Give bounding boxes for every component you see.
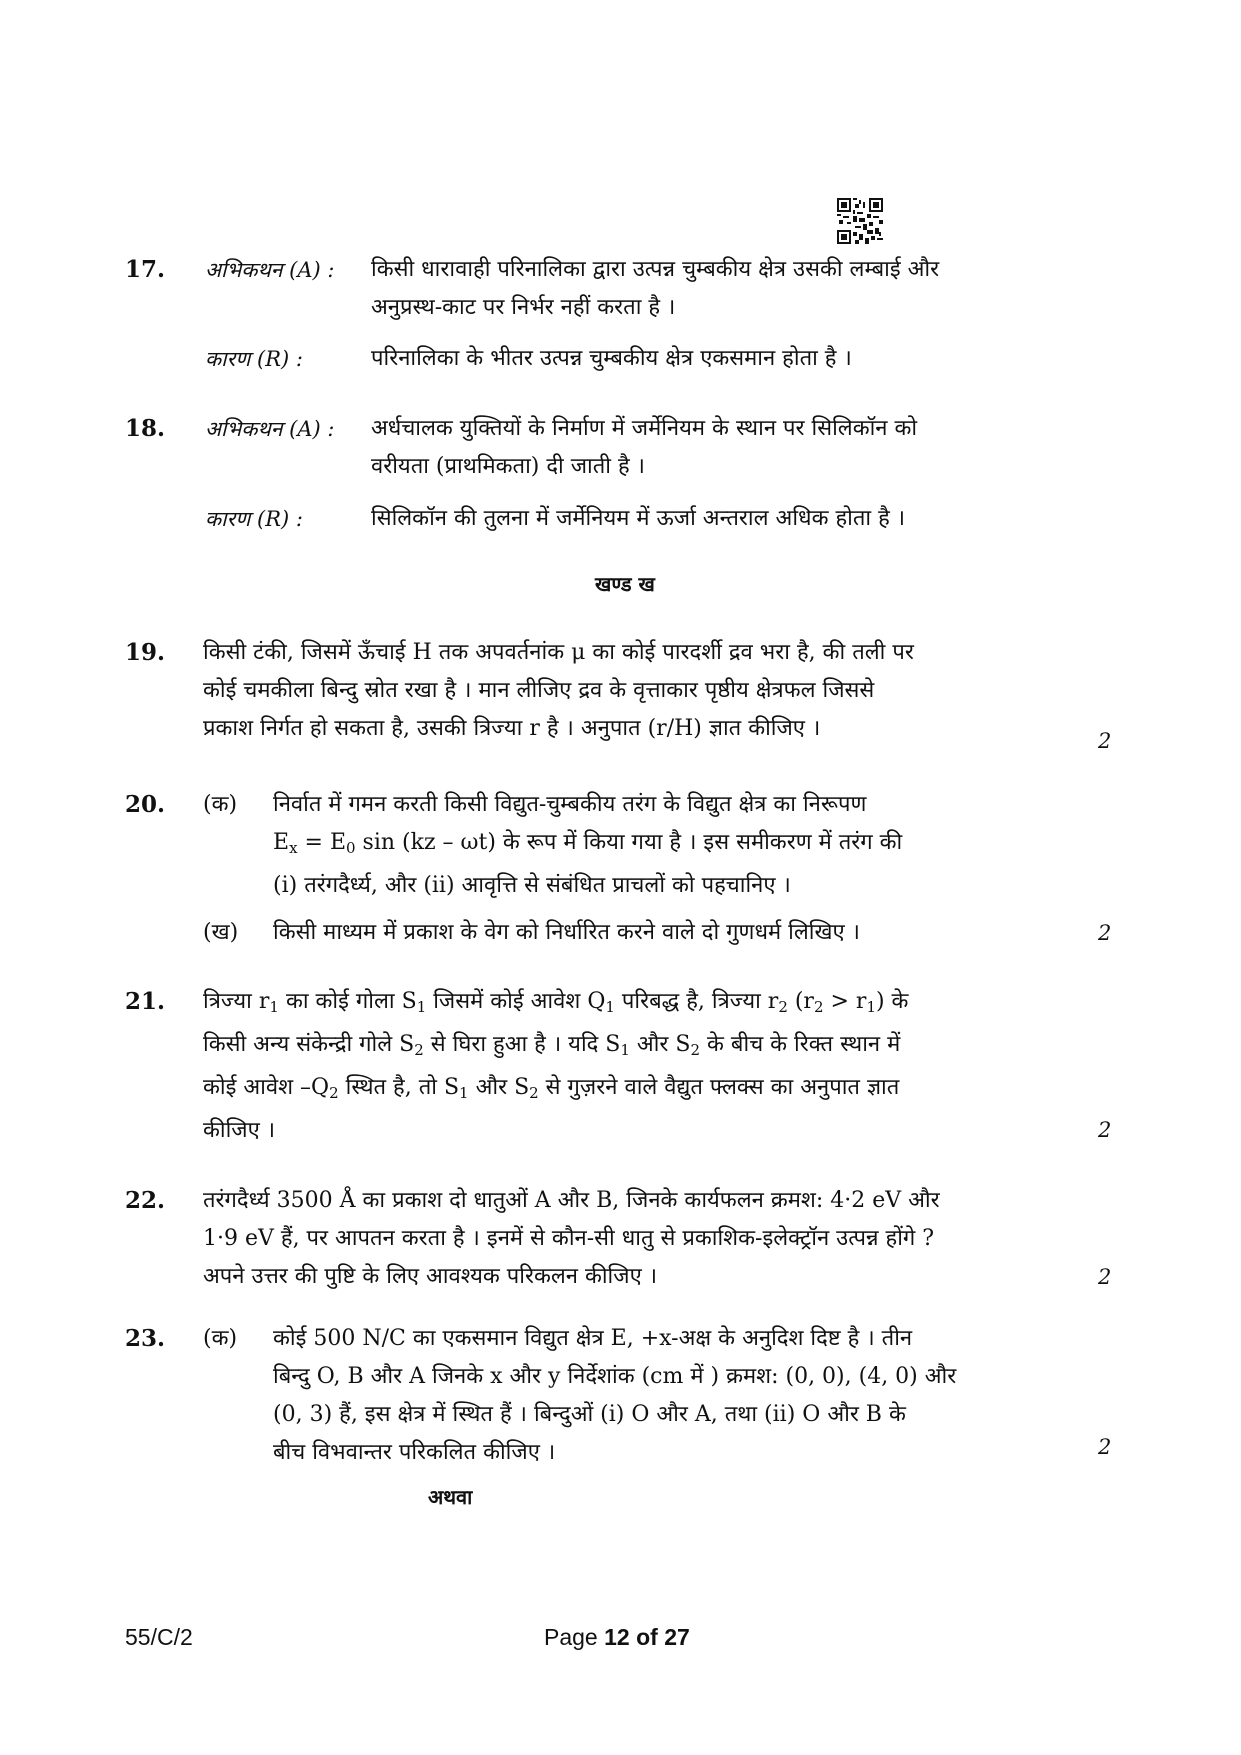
section-title: खण्ड ख <box>595 572 655 596</box>
reason-label-18: कारण (R) : <box>205 507 303 531</box>
q21l1-p3: जिसमें कोई आवेश Q <box>426 989 606 1014</box>
q20a-e: E <box>273 830 290 855</box>
assertion-text-17 <box>371 251 1059 327</box>
q21l2-p1: किसी अन्य संकेन्द्री गोले S <box>203 1032 415 1057</box>
reason-18-line: सिलिकॉन की तुलना में जर्मेनियम में ऊर्जा अन्तराल अधिक होता है । <box>371 506 906 531</box>
q19-line-2: कोई चमकीला बिन्दु स्रोत रखा है । मान लीजिए द्रव के वृत्ताकार पृष्ठीय क्षेत्रफल जिससे <box>203 678 875 703</box>
q20-part-a-text <box>273 786 902 905</box>
q21l3-p2: स्थित है, तो S <box>338 1075 460 1100</box>
q23-line-3: (0, 3) हैं, इस क्षेत्र में स्थित हैं । बिन्दुओं (i) O और A, तथा (ii) O और B के <box>273 1402 906 1427</box>
question-number-20: 20. <box>125 791 166 818</box>
page-number: 12 <box>604 1624 630 1650</box>
q21-line-4: कीजिए । <box>203 1118 276 1143</box>
q20b-line: किसी माध्यम में प्रकाश के वेग को निर्धारित करने वाले दो गुणधर्म लिखिए । <box>273 920 860 945</box>
q21l1-p6: > r <box>823 989 867 1014</box>
q21l1-p4: परिबद्ध है, त्रिज्या r <box>614 989 779 1014</box>
q21l1-s5: 2 <box>813 998 824 1016</box>
q21l1-s6: 1 <box>866 998 876 1016</box>
q21l1-s3: 1 <box>605 998 615 1016</box>
q20a-rest: sin (kz – ωt) के रूप में किया गया है । इस समीकरण में तरंग की <box>355 830 903 855</box>
q20a-line-2 <box>273 824 902 867</box>
reason-label-17: कारण (R) : <box>205 347 303 371</box>
q22-marks: 2 <box>1098 1265 1112 1289</box>
q19-line-1: किसी टंकी, जिसमें ऊँचाई H तक अपवर्तनांक μ का कोई पारदर्शी द्रव भरा है, की तली पर <box>203 640 914 665</box>
page-of: of <box>636 1624 658 1650</box>
q23-line-4: बीच विभवान्तर परिकलित कीजिए । <box>273 1440 556 1465</box>
assertion-label-18: अभिकथन (A) : <box>205 417 335 441</box>
question-19-text <box>203 634 914 748</box>
q21l2-s3: 2 <box>690 1041 701 1059</box>
q21-line-2 <box>203 1026 908 1069</box>
or-divider: अथवा <box>428 1485 473 1509</box>
assertion-18-line-1: अर्धचालक युक्तियों के निर्माण में जर्मेनियम के स्थान पर सिलिकॉन को <box>371 416 918 441</box>
question-22-text <box>203 1182 940 1296</box>
assertion-text-18 <box>371 410 1059 486</box>
page-indicator <box>544 1623 690 1651</box>
q21l2-s2: 1 <box>620 1041 630 1059</box>
q20a-e-sub: x <box>289 839 298 857</box>
paper-code: 55/C/2 <box>125 1624 193 1650</box>
q19-marks: 2 <box>1098 729 1112 753</box>
q21l2-s1: 2 <box>414 1041 424 1059</box>
q19-line-3: प्रकाश निर्गत हो सकता है, उसकी त्रिज्या r है । अनुपात (r/H) ज्ञात कीजिए । <box>203 716 821 741</box>
q21l3-s3: 2 <box>529 1084 539 1102</box>
q21l1-s2: 1 <box>416 998 427 1016</box>
question-number-21: 21. <box>125 988 166 1015</box>
q21l2-p4: के बीच के रिक्त स्थान में <box>700 1032 901 1057</box>
q23-line-1: कोई 500 N/C का एकसमान विद्युत क्षेत्र E, +x-अक्ष के अनुदिश दिष्ट है । तीन <box>273 1326 913 1351</box>
question-number-18: 18. <box>125 415 166 442</box>
q20-marks: 2 <box>1098 921 1112 945</box>
q22-line-1: तरंगदैर्ध्य 3500 Å का प्रकाश दो धातुओं A और B, जिनके कार्यफलन क्रमश: 4·2 eV और <box>203 1188 940 1213</box>
q21l3-p4: से गुज़रने वाले वैद्युत फ्लक्स का अनुपात ज्ञात <box>538 1075 900 1100</box>
assertion-17-line-2: अनुप्रस्थ-काट पर निर्भर नहीं करता है । <box>371 295 676 320</box>
q21l3-p3: और S <box>468 1075 530 1100</box>
question-number-19: 19. <box>125 639 166 666</box>
q21l3-s2: 1 <box>459 1084 469 1102</box>
q21l2-p2: से घिरा हुआ है । यदि S <box>423 1032 621 1057</box>
page-prefix: Page <box>544 1624 598 1650</box>
q20-part-b-label: (ख) <box>203 920 239 945</box>
assertion-18-line-2: वरीयता (प्राथमिकता) दी जाती है । <box>371 454 645 479</box>
q21l1-p2: का कोई गोला S <box>278 989 417 1014</box>
q23-part-a-text <box>273 1320 956 1472</box>
qr-code <box>837 198 883 244</box>
q21l1-s4: 2 <box>778 998 788 1016</box>
q21l1-s1: 1 <box>269 998 279 1016</box>
q21l1-p7: ) के <box>875 989 909 1014</box>
assertion-17-line-1: किसी धारावाही परिनालिका द्वारा उत्पन्न चुम्बकीय क्षेत्र उसकी लम्बाई और <box>371 257 940 282</box>
q20a-line-1: निर्वात में गमन करती किसी विद्युत-चुम्बकीय तरंग के विद्युत क्षेत्र का निरूपण <box>273 792 867 817</box>
question-number-17: 17. <box>125 256 166 283</box>
q21-line-1 <box>203 983 908 1026</box>
q21-marks: 2 <box>1098 1118 1112 1142</box>
q22-line-3: अपने उत्तर की पुष्टि के लिए आवश्यक परिकलन कीजिए । <box>203 1264 658 1289</box>
q23-marks: 2 <box>1098 1435 1112 1459</box>
reason-17-line: परिनालिका के भीतर उत्पन्न चुम्बकीय क्षेत्र एकसमान होता है । <box>371 346 852 371</box>
q20a-line-3: (i) तरंगदैर्ध्य, और (ii) आवृत्ति से संबंधित प्राचलों को पहचानिए । <box>273 873 791 898</box>
question-number-22: 22. <box>125 1187 166 1214</box>
q20-part-a-label: (क) <box>203 792 238 817</box>
reason-text-18 <box>371 500 905 538</box>
q23-part-a-label: (क) <box>203 1326 238 1351</box>
q22-line-2: 1·9 eV हैं, पर आपतन करता है । इनमें से कौन-सी धातु से प्रकाशिक-इलेक्ट्रॉन उत्पन्न होंगे ? <box>203 1226 935 1251</box>
q21l1-p1: त्रिज्या r <box>203 989 270 1014</box>
q23-line-2: बिन्दु O, B और A जिनके x और y निर्देशांक (cm में ) क्रमश: (0, 0), (4, 0) और <box>273 1364 957 1389</box>
reason-text-17 <box>371 340 852 378</box>
q21l2-p3: और S <box>629 1032 691 1057</box>
question-21-text <box>203 983 908 1150</box>
page-total: 27 <box>664 1624 690 1650</box>
q21-line-3 <box>203 1069 908 1112</box>
question-number-23: 23. <box>125 1325 166 1352</box>
q21l3-p1: कोई आवेश –Q <box>203 1075 330 1100</box>
q20a-e0-sub: 0 <box>346 839 356 857</box>
assertion-label-17: अभिकथन (A) : <box>205 258 335 282</box>
q21l1-p5: (r <box>787 989 814 1014</box>
q21l3-s1: 2 <box>329 1084 339 1102</box>
q20-part-b-text <box>273 914 860 952</box>
q20a-eq: = E <box>297 830 347 855</box>
